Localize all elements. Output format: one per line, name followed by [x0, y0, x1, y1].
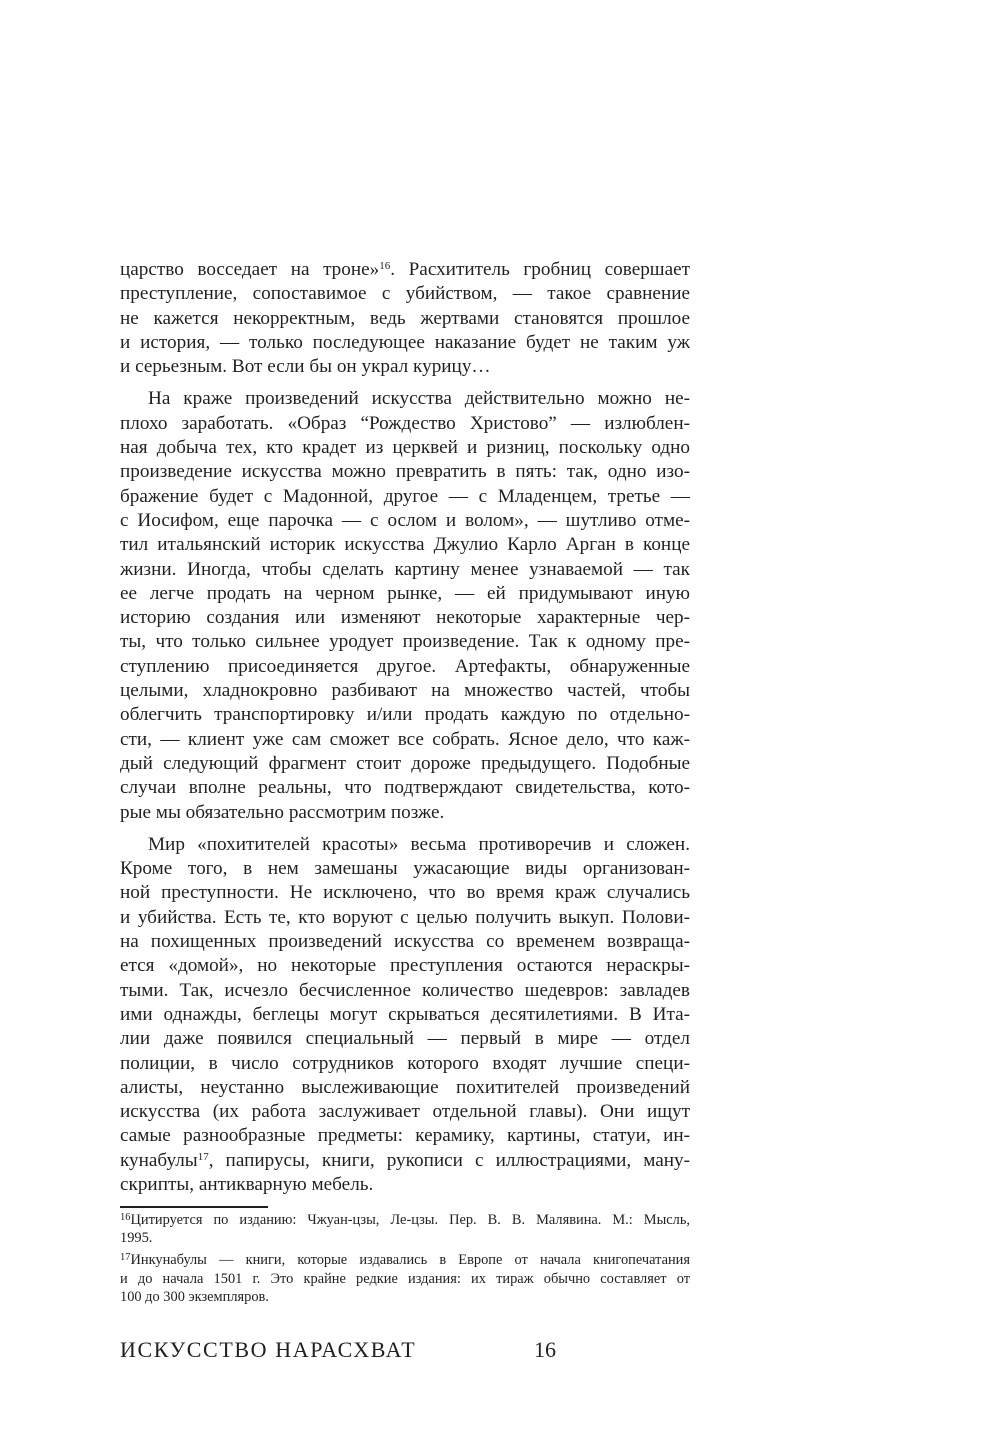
paragraph	[120, 833, 690, 1197]
text-line: скрипты, антикварную мебель.	[120, 1173, 374, 1195]
text-segment: , папирусы, книги, рукописи с иллюстрациями, ману-	[208, 1149, 690, 1171]
text-line: случаи вполне реальны, что подтверждают свидетельства, кото-	[120, 777, 690, 799]
page-number: 16	[534, 1337, 556, 1362]
text-line: сти, — клиент уже сам сможет все собрать. Ясное дело, что каж-	[120, 728, 690, 750]
text-line: и история, — только последующее наказание будет не таким уж	[120, 331, 690, 353]
text-line: алисты, неустанно выслеживающие похитителей произведений	[120, 1076, 690, 1098]
text-segment: . Расхититель гробниц совершает	[390, 259, 690, 280]
running-footer-title: ИСКУССТВО НАРАСХВАТ	[120, 1337, 417, 1362]
text-line: преступление, сопоставимое с убийством, — такое сравнение	[120, 283, 690, 305]
text-line: ступлению присоединяется другое. Артефакты, обнаруженные	[120, 655, 690, 677]
footnote-text: и до начала 1501 г. Это крайне редкие издания: их тираж обычно составляет от	[120, 1270, 690, 1287]
footnote-number: 16	[120, 1212, 131, 1223]
text-line: дый следующий фрагмент стоит дороже предыдущего. Подобные	[120, 752, 690, 774]
text-line: искусства (их работа заслуживает отдельной главы). Они ищут	[120, 1101, 690, 1123]
footnote-divider	[120, 1206, 268, 1208]
text-line: и серьезным. Вот если бы он украл курицу…	[120, 356, 491, 378]
text-line: ими однажды, беглецы могут скрываться десятилетиями. В Ита-	[120, 1003, 690, 1025]
footnote-text: Цитируется по изданию: Чжуан-цзы, Ле-цзы. Пер. В. В. Малявина. М.: Мысль,	[130, 1212, 690, 1228]
text-line: Кроме того, в нем замешаны ужасающие виды организован-	[120, 858, 690, 880]
footnote-text: 1995.	[120, 1230, 153, 1247]
footnote-ref[interactable]: 16	[379, 260, 391, 272]
text-line	[120, 1149, 690, 1173]
body-text	[120, 258, 690, 1205]
footnote-number: 17	[120, 1252, 131, 1264]
text-line: на похищенных произведений искусства со временем возвраща-	[120, 931, 690, 953]
text-line: с Иосифом, еще парочка — с ослом и волом», — шутливо отме-	[120, 509, 690, 531]
text-line: плохо заработать. «Образ “Рождество Христово” — излюблен-	[120, 412, 690, 434]
text-line: Мир «похитителей красоты» весьма противоречив и сложен.	[148, 833, 690, 855]
text-line: рые мы обязательно рассмотрим позже.	[120, 801, 445, 823]
text-segment: царство восседает на троне»	[120, 259, 380, 280]
text-line: не кажется некорректным, ведь жертвами становятся прошлое	[120, 307, 690, 329]
text-line: ее легче продать на черном рынке, — ей придумывают иную	[120, 582, 690, 604]
text-segment: кунабулы	[120, 1149, 198, 1171]
text-line: целыми, хладнокровно разбивают на множество частей, чтобы	[120, 680, 690, 702]
text-line: лии даже появился специальный — первый в мире — отдел	[120, 1028, 690, 1050]
text-line: бражение будет с Мадонной, другое — с Младенцем, третье —	[120, 485, 690, 507]
text-line: ной преступности. Не исключено, что во время краж случались	[120, 882, 690, 904]
text-line: ная добыча тех, кто крадет из церквей и ризниц, поскольку одно	[120, 437, 690, 459]
text-line: полиции, в число сотрудников которого входят лучшие специ-	[120, 1052, 690, 1074]
text-line: историю создания или изменяют некоторые характерные чер-	[120, 607, 690, 629]
footnote-16	[120, 1211, 690, 1247]
text-line: облегчить транспортировку и/или продать каждую по отдельно-	[120, 704, 690, 726]
text-line: произведение искусства можно превратить в пять: так, одно изо-	[120, 461, 690, 483]
text-line: и убийства. Есть те, кто воруют с целью получить выкуп. Полови-	[120, 906, 690, 928]
text-line: На краже произведений искусства действительно можно не-	[148, 388, 690, 410]
text-line: тыми. Так, исчезло бесчисленное количество шедевров: завладев	[120, 979, 690, 1001]
footnote-text: Инкунабулы — книги, которые издавались в Европе от начала книгопечатания	[130, 1252, 690, 1269]
paragraph	[120, 258, 690, 379]
footnote-ref[interactable]: 17	[197, 1150, 209, 1163]
footnote-text: 100 до 300 экземпляров.	[120, 1288, 269, 1305]
text-line: ты, что только сильнее уродует произведение. Так к одному пре-	[120, 631, 690, 653]
text-line: самые разнообразные предметы: керамику, картины, статуи, ин-	[120, 1125, 690, 1147]
footnote-17	[120, 1251, 690, 1306]
footnotes	[120, 1211, 690, 1306]
text-line: ется «домой», но некоторые преступления остаются нераскры-	[120, 955, 690, 977]
paragraph	[120, 387, 690, 824]
text-line	[120, 258, 690, 282]
text-line: жизни. Иногда, чтобы сделать картину менее узнаваемой — так	[120, 558, 690, 580]
text-line: тил итальянский историк искусства Джулио Карло Арган в конце	[120, 534, 690, 556]
